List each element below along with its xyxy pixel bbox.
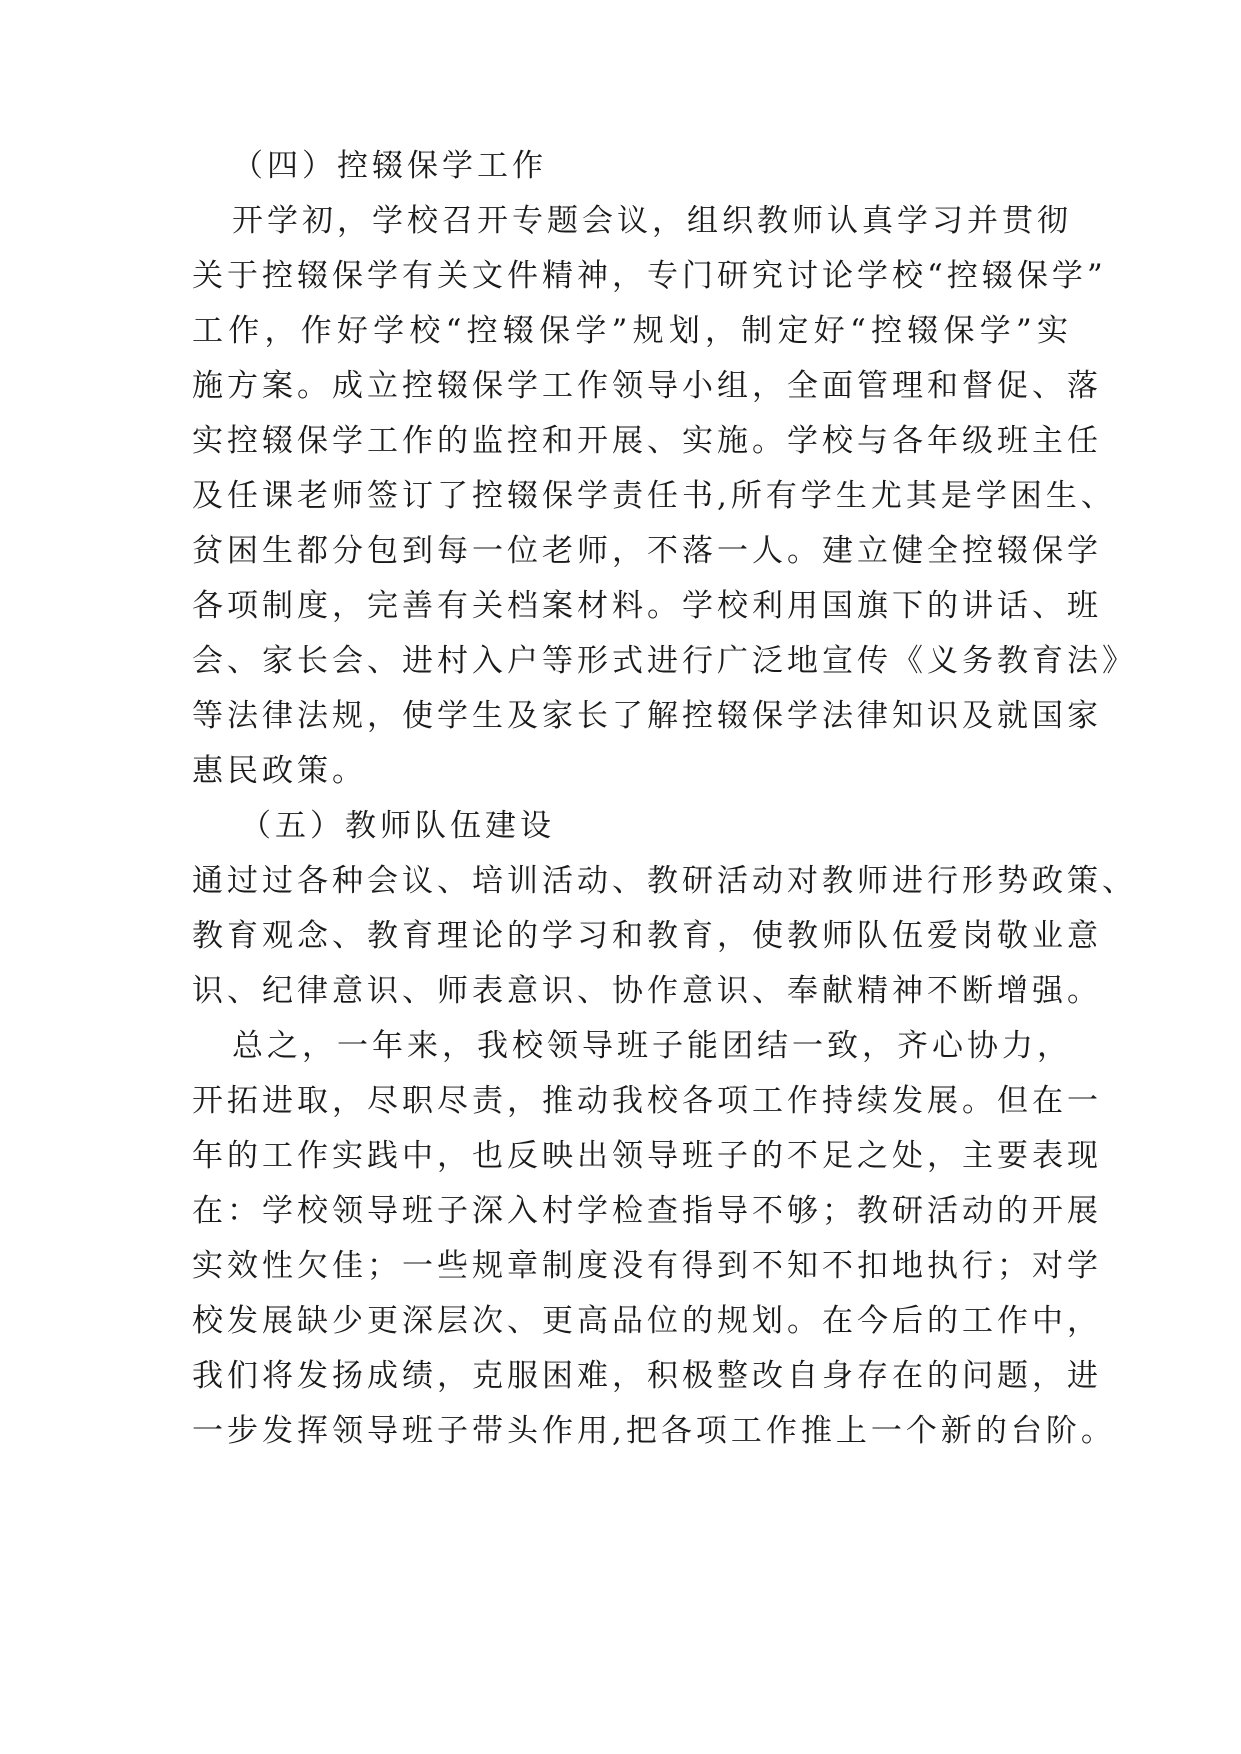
paragraph-line: 等法律法规，使学生及家长了解控辍保学法律知识及就国家 xyxy=(192,698,1102,734)
section-heading-4: （四）控辍保学工作 xyxy=(232,148,547,184)
section-heading-5: （五）教师队伍建设 xyxy=(240,808,555,844)
paragraph-line: 会、家长会、进村入户等形式进行广泛地宣传《义务教育法》 xyxy=(192,643,1137,679)
paragraph-line: 一步发挥领导班子带头作用,把各项工作推上一个新的台阶。 xyxy=(192,1413,1116,1449)
paragraph-line: 贫困生都分包到每一位老师，不落一人。建立健全控辍保学 xyxy=(192,533,1102,569)
paragraph-line: 实控辍保学工作的监控和开展、实施。学校与各年级班主任 xyxy=(192,423,1102,459)
paragraph-line: 各项制度，完善有关档案材料。学校利用国旗下的讲话、班 xyxy=(192,588,1102,624)
paragraph-line: 施方案。成立控辍保学工作领导小组，全面管理和督促、落 xyxy=(192,368,1102,404)
paragraph-line: 在：学校领导班子深入村学检查指导不够；教研活动的开展 xyxy=(192,1193,1102,1229)
paragraph-line: 通过过各种会议、培训活动、教研活动对教师进行形势政策、 xyxy=(192,863,1137,899)
paragraph-line: 实效性欠佳；一些规章制度没有得到不知不扣地执行；对学 xyxy=(192,1248,1102,1284)
paragraph-line: 关于控辍保学有关文件精神，专门研究讨论学校“控辍保学” xyxy=(192,258,1107,294)
paragraph-line: 开拓进取，尽职尽责，推动我校各项工作持续发展。但在一 xyxy=(192,1083,1102,1119)
paragraph-line: 校发展缺少更深层次、更高品位的规划。在今后的工作中， xyxy=(192,1303,1102,1339)
paragraph-line: 及任课老师签订了控辍保学责任书,所有学生尤其是学困生、 xyxy=(192,478,1116,514)
paragraph-line: 工作，作好学校“控辍保学”规划，制定好“控辍保学”实 xyxy=(192,313,1072,349)
paragraph-line: 我们将发扬成绩，克服困难，积极整改自身存在的问题，进 xyxy=(192,1358,1102,1394)
paragraph-line: 总之，一年来，我校领导班子能团结一致，齐心协力， xyxy=(232,1028,1072,1064)
paragraph-line: 教育观念、教育理论的学习和教育，使教师队伍爱岗敬业意 xyxy=(192,918,1102,954)
paragraph-line: 识、纪律意识、师表意识、协作意识、奉献精神不断增强。 xyxy=(192,973,1102,1009)
paragraph-line: 年的工作实践中，也反映出领导班子的不足之处，主要表现 xyxy=(192,1138,1102,1174)
paragraph-line: 惠民政策。 xyxy=(192,753,367,789)
paragraph-line: 开学初，学校召开专题会议，组织教师认真学习并贯彻 xyxy=(232,203,1072,239)
